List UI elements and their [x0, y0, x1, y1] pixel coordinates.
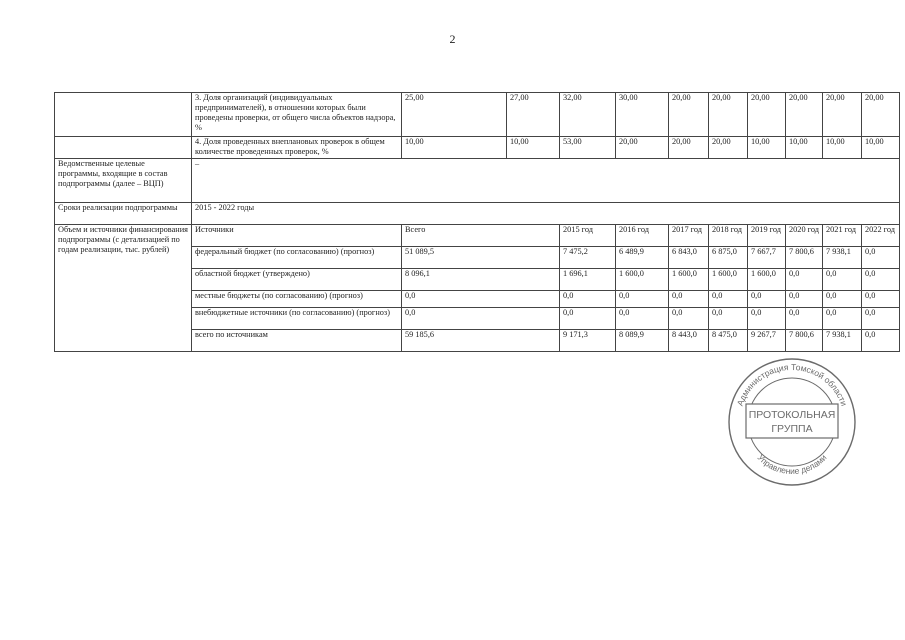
terms-row [55, 203, 900, 225]
financing-cell: 6 489,9 [616, 247, 669, 269]
indicator-value: 32,00 [560, 93, 616, 137]
financing-cell: 8 475,0 [709, 330, 748, 352]
financing-cell: 7 667,7 [748, 247, 786, 269]
indicator-value: 20,00 [669, 137, 709, 159]
financing-cell: 1 696,1 [560, 269, 616, 291]
financing-cell: 0,0 [823, 269, 862, 291]
financing-cell: 1 600,0 [616, 269, 669, 291]
financing-header: Источники [192, 225, 402, 247]
financing-cell: 0,0 [862, 330, 900, 352]
empty-cell [55, 137, 192, 159]
financing-header: 2016 год [616, 225, 669, 247]
financing-header: 2020 год [786, 225, 823, 247]
financing-cell: 0,0 [709, 308, 748, 330]
financing-cell: 1 600,0 [748, 269, 786, 291]
financing-cell: 7 938,1 [823, 330, 862, 352]
financing-cell: 0,0 [786, 291, 823, 308]
financing-source: федеральный бюджет (по согласованию) (прогноз) [192, 247, 402, 269]
vcp-row [55, 159, 900, 203]
indicator-label: 3. Доля организаций (индивидуальных предпринимателей), в отношении которых были проведены проверки, от общего числа объектов надзора, % [192, 93, 402, 137]
stamp-bottom-text: Управление делами [755, 452, 829, 477]
vcp-value: – [192, 159, 900, 203]
financing-label: Объем и источники финансирования подпрограммы (с детализацией по годам реализации, тыс. рублей) [55, 225, 192, 352]
financing-cell: 0,0 [862, 269, 900, 291]
financing-cell: 6 875,0 [709, 247, 748, 269]
protocol-stamp [726, 356, 858, 488]
indicator-label: 4. Доля проведенных внеплановых проверок в общем количестве проведенных проверок, % [192, 137, 402, 159]
indicator-row-3 [55, 93, 900, 137]
indicator-row-4 [55, 137, 900, 159]
financing-header: 2019 год [748, 225, 786, 247]
indicator-value: 20,00 [616, 137, 669, 159]
indicator-value: 20,00 [862, 93, 900, 137]
financing-cell: 0,0 [616, 291, 669, 308]
indicator-value: 20,00 [823, 93, 862, 137]
indicator-value: 27,00 [507, 93, 560, 137]
financing-cell: 7 800,6 [786, 247, 823, 269]
indicator-value: 10,00 [402, 137, 507, 159]
financing-header: 2015 год [560, 225, 616, 247]
financing-cell: 0,0 [862, 247, 900, 269]
financing-cell: 7 475,2 [560, 247, 616, 269]
indicator-value: 10,00 [823, 137, 862, 159]
stamp-line-2: ГРУППА [771, 423, 813, 435]
financing-source: местные бюджеты (по согласованию) (прогноз) [192, 291, 402, 308]
financing-cell: 0,0 [748, 308, 786, 330]
empty-cell [55, 93, 192, 137]
financing-cell: 0,0 [669, 308, 709, 330]
indicator-value: 10,00 [862, 137, 900, 159]
financing-cell: 0,0 [560, 308, 616, 330]
indicator-value: 20,00 [669, 93, 709, 137]
financing-cell: 0,0 [560, 291, 616, 308]
financing-cell: 9 267,7 [748, 330, 786, 352]
financing-cell: 0,0 [786, 308, 823, 330]
financing-cell: 0,0 [862, 291, 900, 308]
financing-cell: 59 185,6 [402, 330, 560, 352]
stamp-line-1: ПРОТОКОЛЬНАЯ [748, 409, 836, 421]
financing-header-row [55, 225, 900, 247]
financing-cell: 0,0 [823, 291, 862, 308]
indicator-value: 30,00 [616, 93, 669, 137]
financing-cell: 6 843,0 [669, 247, 709, 269]
indicator-value: 20,00 [709, 93, 748, 137]
financing-cell: 0,0 [669, 291, 709, 308]
terms-value: 2015 - 2022 годы [192, 203, 900, 225]
financing-header: 2017 год [669, 225, 709, 247]
vcp-label: Ведомственные целевые программы, входящие в состав подпрограммы (далее – ВЦП) [55, 159, 192, 203]
indicator-value: 10,00 [507, 137, 560, 159]
financing-cell: 7 938,1 [823, 247, 862, 269]
financing-header: 2021 год [823, 225, 862, 247]
financing-cell: 0,0 [862, 308, 900, 330]
financing-cell: 1 600,0 [669, 269, 709, 291]
financing-cell: 8 443,0 [669, 330, 709, 352]
indicator-value: 10,00 [748, 137, 786, 159]
subprogram-passport-table [54, 92, 900, 352]
financing-header: 2018 год [709, 225, 748, 247]
financing-cell: 0,0 [402, 291, 560, 308]
financing-cell: 0,0 [748, 291, 786, 308]
stamp-outer-text: Администрация Томской области [734, 361, 850, 408]
page-number: 2 [449, 32, 456, 46]
financing-source: внебюджетные источники (по согласованию) (прогноз) [192, 308, 402, 330]
financing-cell: 0,0 [823, 308, 862, 330]
financing-cell: 51 089,5 [402, 247, 560, 269]
financing-header: Всего [402, 225, 560, 247]
indicator-value: 25,00 [402, 93, 507, 137]
financing-cell: 8 089,9 [616, 330, 669, 352]
financing-cell: 8 096,1 [402, 269, 560, 291]
indicator-value: 10,00 [786, 137, 823, 159]
terms-label: Сроки реализации подпрограммы [55, 203, 192, 225]
financing-header: 2022 год [862, 225, 900, 247]
indicator-value: 20,00 [786, 93, 823, 137]
financing-cell: 0,0 [709, 291, 748, 308]
financing-source: всего по источникам [192, 330, 402, 352]
financing-cell: 0,0 [616, 308, 669, 330]
financing-cell: 1 600,0 [709, 269, 748, 291]
indicator-value: 20,00 [709, 137, 748, 159]
financing-source: областной бюджет (утверждено) [192, 269, 402, 291]
indicator-value: 20,00 [748, 93, 786, 137]
indicator-value: 53,00 [560, 137, 616, 159]
financing-cell: 0,0 [786, 269, 823, 291]
financing-cell: 9 171,3 [560, 330, 616, 352]
financing-cell: 7 800,6 [786, 330, 823, 352]
financing-cell: 0,0 [402, 308, 560, 330]
